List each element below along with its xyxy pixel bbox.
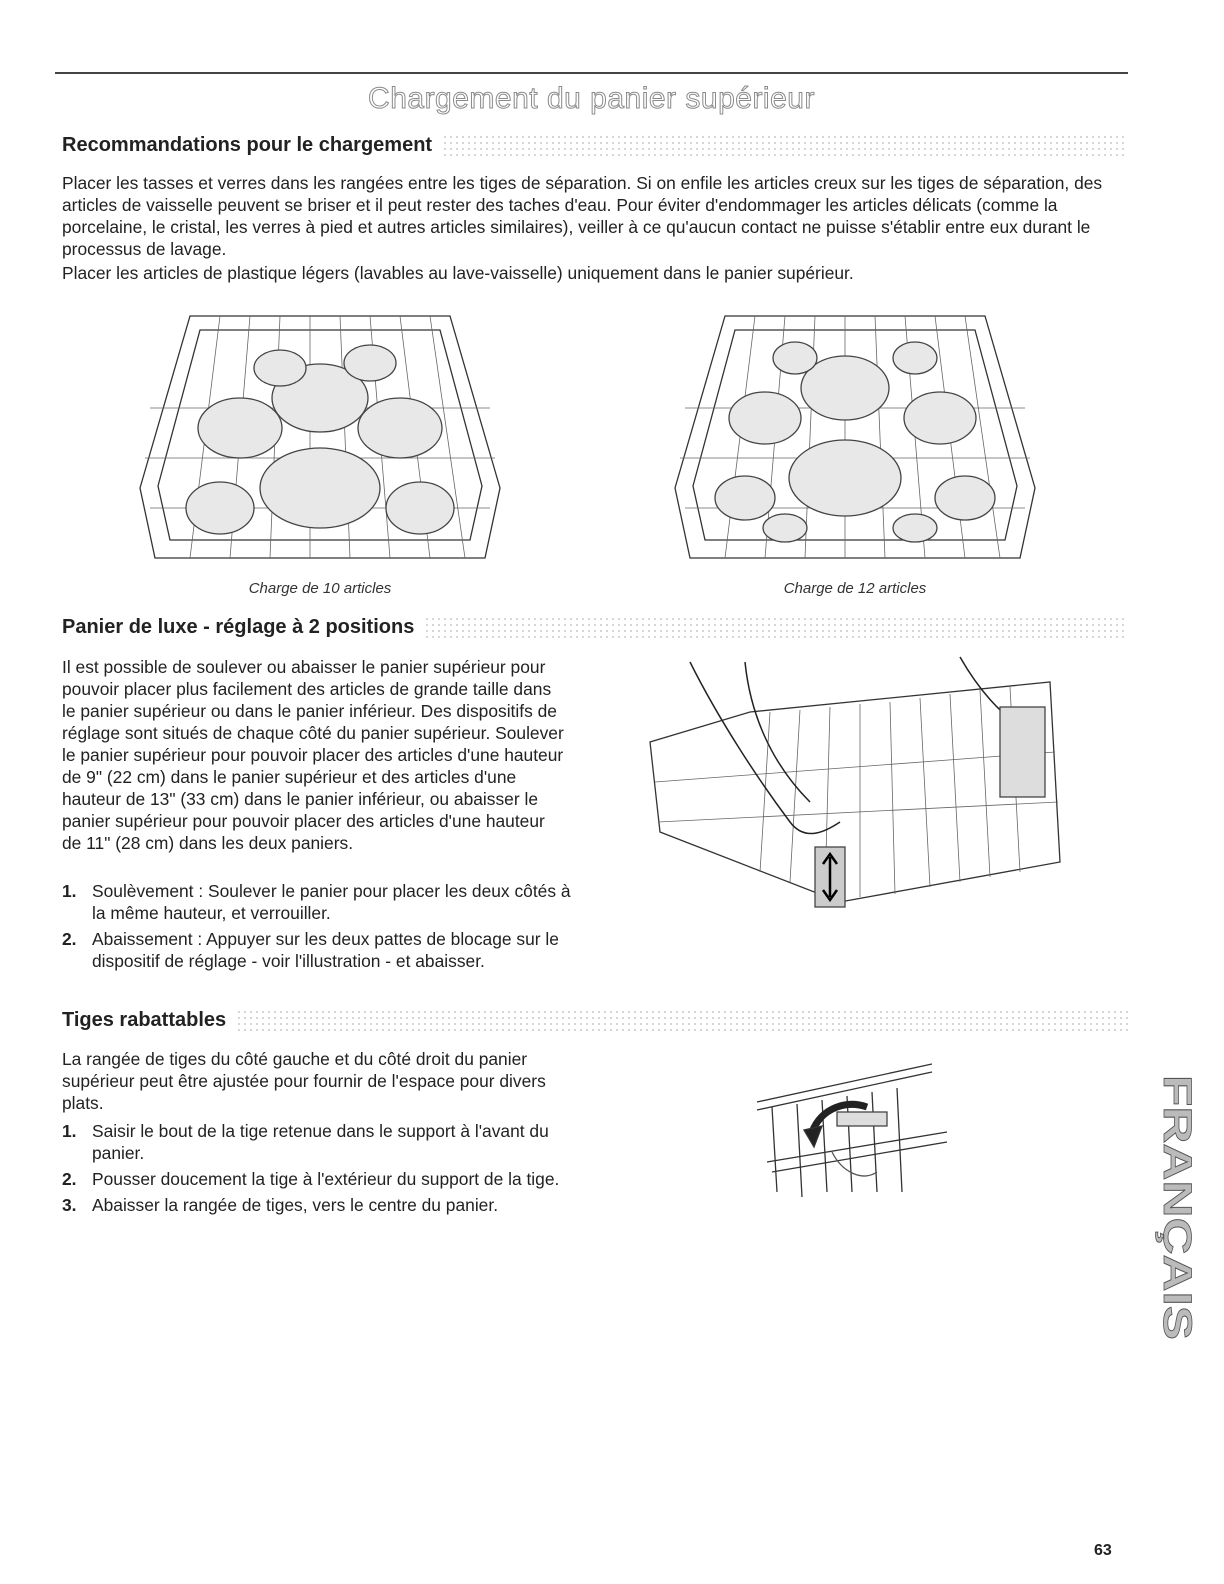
rack-12-items-illustration [665,308,1045,576]
list-item: 1. Saisir le bout de la tige retenue dans le support à l'avant du panier. [62,1121,549,1163]
list-item: 3. Abaisser la rangée de tiges, vers le centre du panier. [62,1195,499,1215]
page-title: Chargement du panier supérieur [368,82,815,115]
list-item: 1. Soulèvement : Soulever le panier pour placer les deux côtés à la même hauteur, et verrouiller. [62,881,571,923]
deluxe-steps [62,880,582,976]
heading-text: Tiges rabattables [62,1008,227,1031]
heading-dots [442,134,1128,156]
deluxe-paragraph: Il est possible de soulever ou abaisser le panier supérieur pour pouvoir placer plus facilement des articles de grande taille dans le panier supérieur ou dans le panier inférieur. Des dispositifs de réglage sont situés de chaque côté du panier supérieur. Soulever le panier supérieur pour pouvoir placer des articles d'une hauteur de 9" (22 cm) dans le panier supérieur et des articles d'une hauteur de 13" (33 cm) dans le panier inférieur, ou abaisser le panier supérieur pour pouvoir placer des articles d'une hauteur de 11" (28 cm) dans les deux paniers. [62,657,564,853]
caption-10-items: Charge de 10 articles [248,580,392,597]
rack-10-items-illustration [130,308,510,576]
section-heading-tines [62,1005,1128,1035]
side-tab-label: FRANÇAIS [1155,1075,1199,1282]
fold-down-tines-illustration [752,1052,952,1212]
recommendations-paragraph-1: Placer les tasses et verres dans les rangées entre les tiges de séparation. Si on enfile les articles creux sur les tiges de séparation, des articles de vaisselle peuvent se briser et il peut rester des taches d'eau. Pour éviter d'endommager les articles délicats (comme la porcelaine, le cristal, les verres à pied et autres articles similaires), veiller à ce qu'aucun contact ne puisse s'établir entre eux durant le processus de lavage. [62,173,1103,259]
recommendations-paragraph-2: Placer les articles de plastique légers (lavables au lave-vaisselle) uniquement dans le panier supérieur. [62,263,854,283]
list-item: 2. Abaissement : Appuyer sur les deux pattes de blocage sur le dispositif de réglage - voir l'illustration - et abaisser. [62,929,559,971]
top-rule [55,72,1128,74]
rack-adjuster-illustration [640,632,1070,932]
section-heading-recommendations [62,130,1128,160]
language-side-tab [1155,1075,1199,1345]
heading-text: Panier de luxe - réglage à 2 positions [62,615,415,638]
list-item: 2. Pousser doucement la tige à l'extérieur du support de la tige. [62,1169,560,1189]
tines-paragraph: La rangée de tiges du côté gauche et du côté droit du panier supérieur peut être ajustée pour fournir de l'espace pour divers plats. [62,1049,546,1113]
heading-text: Recommandations pour le chargement [62,133,433,156]
tines-steps [62,1120,582,1220]
heading-dots [236,1009,1128,1031]
page-number: 63 [1094,1542,1112,1559]
caption-12-items: Charge de 12 articles [783,580,927,597]
